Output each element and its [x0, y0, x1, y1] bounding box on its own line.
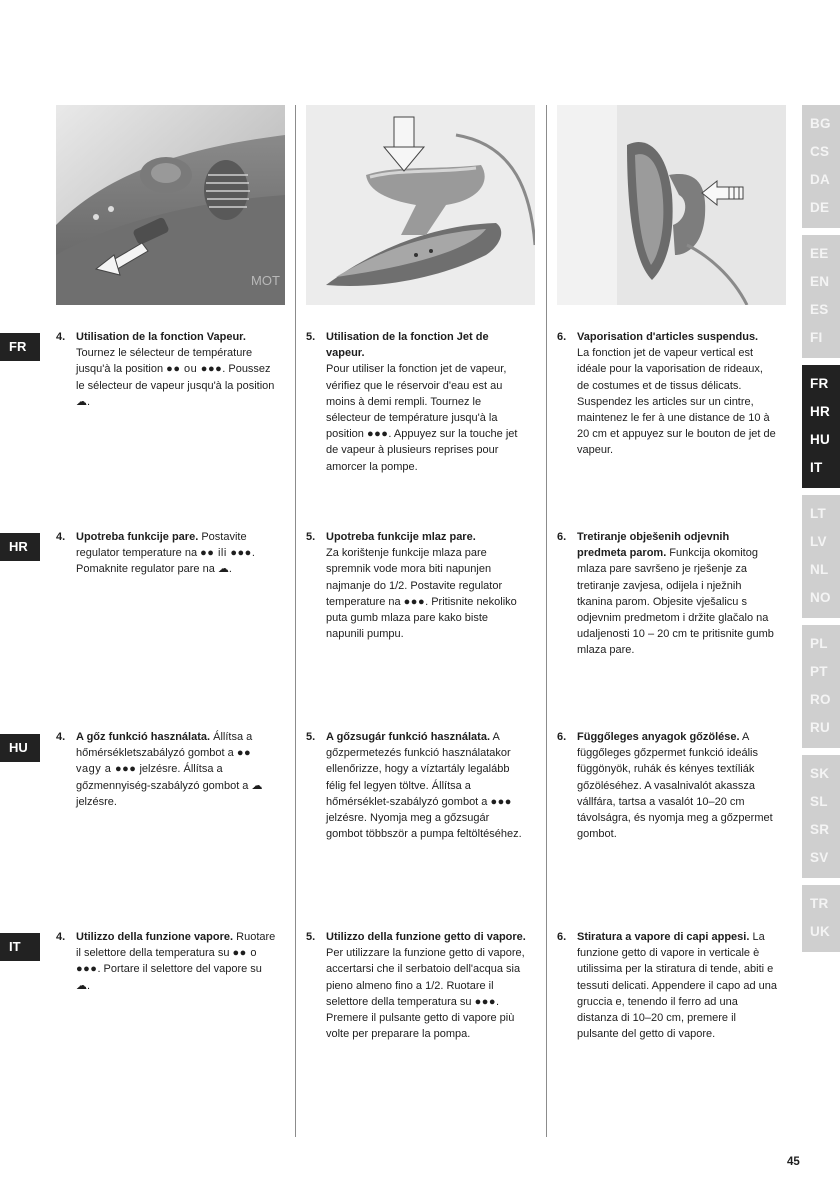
step-title: Vaporisation d'articles suspendus. — [577, 331, 759, 343]
step-number: 6. — [557, 331, 567, 343]
step-text: . — [228, 563, 232, 576]
step-number: 6. — [557, 731, 567, 743]
temperature-dots: ●●● — [490, 795, 512, 808]
iron-vertical-steam-photo — [557, 105, 786, 305]
step-it-4 — [56, 929, 276, 994]
step-title: Utilizzo della funzione getto di vapore. — [326, 931, 526, 943]
lang-index-bg[interactable]: BG — [810, 116, 831, 131]
step-number: 5. — [306, 531, 316, 543]
step-text: Per utilizzare la funzione getto di vapore, accertarsi che il serbatoio dell'acqua sia pieno almeno fino a 1/2. Ruotare il selettore della temperatura su — [326, 947, 525, 1008]
column-divider — [546, 105, 547, 1137]
step-number: 6. — [557, 531, 567, 543]
lang-index-no[interactable]: NO — [810, 590, 831, 605]
step-hu-5 — [306, 729, 526, 842]
step-number: 5. — [306, 931, 316, 943]
step-text: Tournez le sélecteur de température jusqu'à la position — [76, 347, 253, 376]
step-fr-4 — [56, 329, 276, 410]
lang-group — [802, 625, 840, 748]
step-text: La funzione getto di vapore in verticale è utilissima per la stiratura di tende, abiti e tessuti delicati. Appendere il capo ad una gruccia e, tenendo il ferro ad una distanza di 10–20 cm, premere il pulsante del getto di vapore. — [577, 931, 777, 1041]
lang-group — [802, 755, 840, 878]
lang-index-hu[interactable]: HU — [810, 432, 831, 447]
lang-index-ru[interactable]: RU — [810, 720, 831, 735]
lang-index-fi[interactable]: FI — [810, 330, 823, 345]
step-text: . Pomaknite regulator pare na — [76, 547, 255, 576]
temperature-dots: ●● ili ●●● — [200, 547, 252, 560]
step-fr-5 — [306, 329, 526, 475]
step-text: . Poussez le sélecteur de vapeur jusqu'à la position — [76, 363, 275, 392]
lang-index-sl[interactable]: SL — [810, 794, 828, 809]
lang-index-pl[interactable]: PL — [810, 636, 828, 651]
step-title: A gőz funkció használata. — [76, 731, 211, 743]
temperature-dots: ●● ou ●●● — [166, 363, 223, 376]
lang-index-ee[interactable]: EE — [810, 246, 829, 261]
lang-group — [802, 105, 840, 228]
lang-index-uk[interactable]: UK — [810, 924, 831, 939]
step-text: . Premere il pulsante getto di vapore più volte per preparare la pompa. — [326, 995, 515, 1041]
temperature-dots: ●●● — [474, 995, 497, 1008]
lang-index-cs[interactable]: CS — [810, 144, 830, 159]
steam-icon: ☁ — [76, 979, 87, 992]
step-number: 4. — [56, 531, 66, 543]
iron-steam-dial-photo — [56, 105, 285, 305]
iron-steam-jet-photo — [306, 105, 535, 305]
step-title: Stiratura a vapore di capi appesi. — [577, 931, 750, 943]
step-hr-4 — [56, 529, 276, 578]
step-number: 4. — [56, 731, 66, 743]
lang-index-en[interactable]: EN — [810, 274, 830, 289]
page-number: 45 — [787, 1156, 800, 1168]
lang-index-ro[interactable]: RO — [810, 692, 831, 707]
step-title: Utilizzo della funzione vapore. — [76, 931, 234, 943]
lang-group — [802, 885, 840, 952]
lang-group — [802, 235, 840, 358]
lang-index-sv[interactable]: SV — [810, 850, 829, 865]
step-hu-6 — [557, 729, 777, 842]
step-text: Pour utiliser la fonction jet de vapeur, vérifiez que le réservoir d'eau est au moins à demi rempli. Tournez le sélecteur de température jusqu'à la position — [326, 363, 507, 441]
step-title: Utilisation de la fonction Jet de vapeur. — [326, 331, 489, 360]
step-it-5 — [306, 929, 526, 1042]
lang-index-nl[interactable]: NL — [810, 562, 829, 577]
step-text: jelzésre. Nyomja meg a gőzsugár gombot többször a pumpa feltöltéséhez. — [326, 812, 522, 841]
section-tab-hu: HU — [0, 734, 40, 762]
step-text: . — [87, 979, 91, 992]
step-hr-5 — [306, 529, 526, 642]
lang-index-sr[interactable]: SR — [810, 822, 830, 837]
step-hu-4 — [56, 729, 276, 810]
step-text: Postavite regulator temperature na — [76, 531, 247, 560]
lang-index-sk[interactable]: SK — [810, 766, 830, 781]
step-it-6 — [557, 929, 777, 1042]
step-number: 4. — [56, 331, 66, 343]
step-title: Upotreba funkcije pare. — [76, 531, 199, 543]
step-text: A gőzpermetezés funkció használatakor ellenőrizze, hogy a víztartály legalább félig fel legyen töltve. Állítsa a hőmérséklet-szabályzó gombot a — [326, 731, 511, 808]
step-text: Állítsa a hőmérsékletszabályzó gombot a — [76, 731, 253, 760]
step-title: A gőzsugár funkció használata. — [326, 731, 491, 743]
lang-index-lt[interactable]: LT — [810, 506, 827, 521]
section-tab-it: IT — [0, 933, 40, 961]
lang-group — [802, 495, 840, 618]
step-text: . Pritisnite nekoliko puta gumb mlaza pare kako biste napunili pumpu. — [326, 595, 517, 641]
lang-group-active — [802, 365, 840, 488]
language-index — [802, 105, 840, 959]
lang-index-hr[interactable]: HR — [810, 404, 831, 419]
step-title: Upotreba funkcije mlaz pare. — [326, 531, 476, 543]
lang-index-pt[interactable]: PT — [810, 664, 828, 679]
step-title: Tretiranje obješenih odjevnih predmeta parom. — [577, 531, 730, 560]
brand-text: MOT — [251, 273, 280, 288]
step-text: . — [87, 395, 91, 408]
lang-index-da[interactable]: DA — [810, 172, 831, 187]
step-text: Ruotare il selettore della temperatura su — [76, 931, 276, 960]
step-title: Függőleges anyagok gőzölése. — [577, 731, 740, 743]
step-hr-6 — [557, 529, 777, 659]
step-text: A függőleges gőzpermet funkció ideális függönyök, ruhák és kényes textíliák gőzöléséhez. A vasalnivalót akassza vállfára, tartsa a vasalót 10–20 cm távolságra, és nyomja meg a gőzpermet gombot. — [577, 731, 773, 841]
section-tab-hr: HR — [0, 533, 40, 561]
section-tab-fr: FR — [0, 333, 40, 361]
temperature-dots: ●●● — [403, 595, 426, 608]
column-divider — [295, 105, 296, 1137]
steam-icon: ☁ — [76, 395, 87, 408]
lang-index-de[interactable]: DE — [810, 200, 830, 215]
step-number: 6. — [557, 931, 567, 943]
step-text: Funkcija okomitog mlaza pare savršeno je rješenje za tretiranje zavjesa, odijela i nježnih tkanina parom. Objesite vješalicu s odjevnim predmetom i držite glačalo na udaljenosti 10 – 20 cm te pritisnite gumb mlaza pare. — [577, 547, 774, 657]
lang-index-es[interactable]: ES — [810, 302, 829, 317]
lang-index-tr[interactable]: TR — [810, 896, 829, 911]
lang-index-lv[interactable]: LV — [810, 534, 827, 549]
step-text: La fonction jet de vapeur vertical est idéale pour la vaporisation de rideaux, de costumes et de tissus délicats. Suspendez les articles sur un cintre, maintenez le fer à une distance de 10 à 20 cm et appuyez sur le bouton de jet de vapeur. — [577, 347, 776, 457]
step-text: jelzésre. Állítsa a gőzmennyiség-szabályzó gombot a — [76, 763, 252, 792]
step-title: Utilisation de la fonction Vapeur. — [76, 331, 246, 343]
temperature-dots: ●● o ●●● — [76, 947, 257, 976]
step-text: . Portare il selettore del vapore su — [97, 963, 262, 976]
steam-icon: ☁ — [251, 779, 263, 792]
step-text: jelzésre. — [76, 795, 117, 808]
step-text: Za korištenje funkcije mlaza pare spremnik vode mora biti napunjen najmanje do 1/2. Postavite regulator temperature na — [326, 547, 503, 608]
steam-icon: ☁ — [217, 563, 229, 576]
step-number: 4. — [56, 931, 66, 943]
lang-index-it[interactable]: IT — [810, 460, 823, 475]
temperature-dots: ●● vagy a ●●● — [76, 747, 252, 776]
step-number: 5. — [306, 331, 316, 343]
temperature-dots: ●●● — [366, 428, 389, 441]
lang-index-fr[interactable]: FR — [810, 376, 829, 391]
step-number: 5. — [306, 731, 316, 743]
step-fr-6 — [557, 329, 777, 459]
step-text: . Appuyez sur la touche jet de vapeur à plusieurs reprises pour amorcer la pompe. — [326, 428, 518, 473]
